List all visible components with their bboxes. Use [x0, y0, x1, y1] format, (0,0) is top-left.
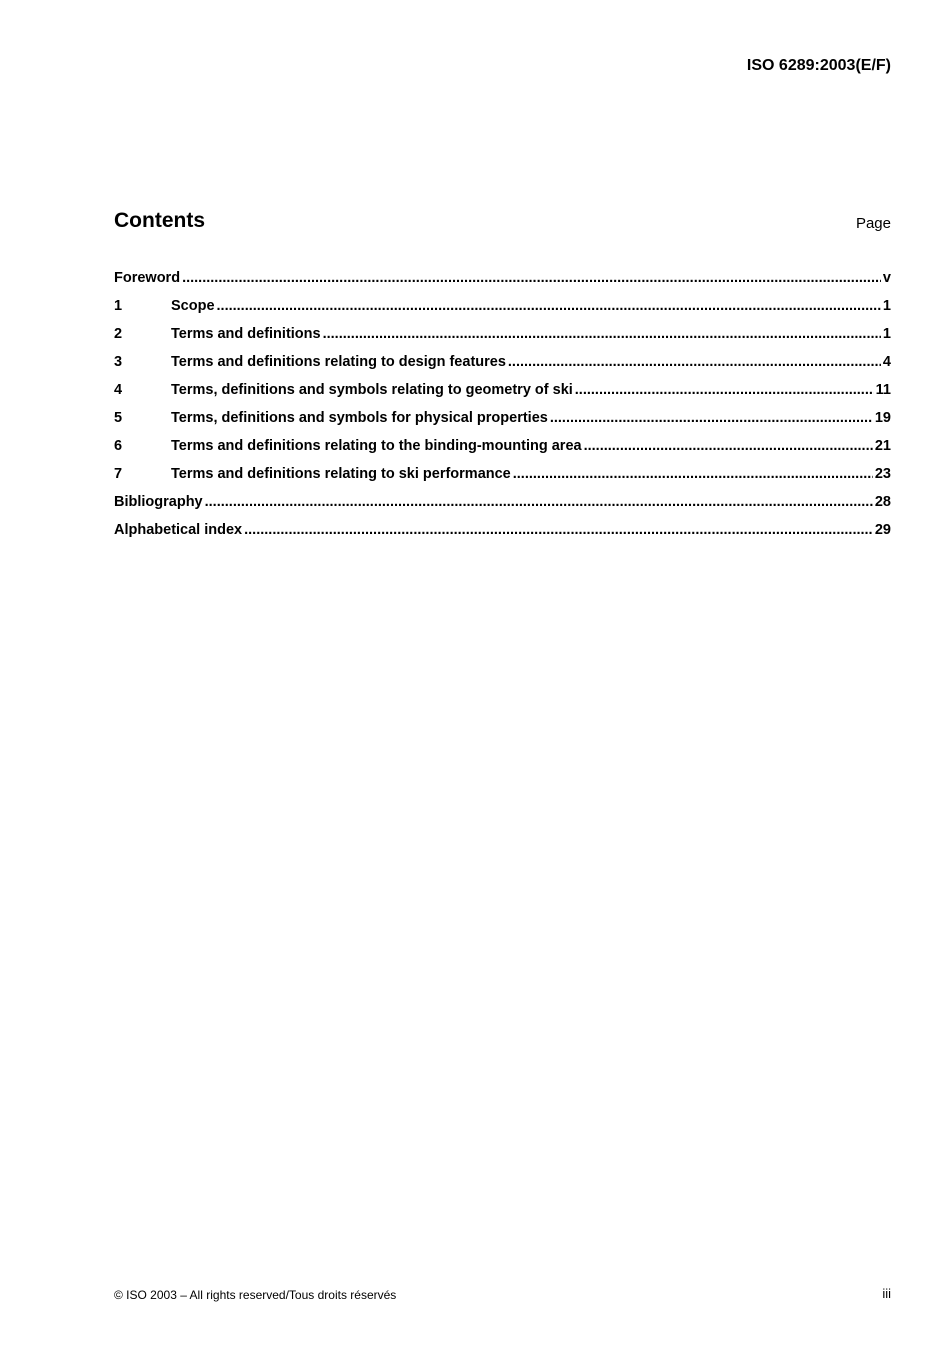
toc-entry-page: 21: [874, 438, 891, 454]
toc-dot-leader: [575, 380, 874, 400]
toc-entry-number: 2: [114, 326, 123, 342]
toc-dot-leader: [205, 492, 873, 512]
toc-dot-leader: [508, 352, 881, 372]
toc-entry-page: 11: [875, 382, 891, 398]
toc-entry-title: Bibliography: [114, 494, 203, 510]
toc-entry-title: Terms and definitions relating to ski performance: [171, 466, 511, 482]
toc-entry-title: Alphabetical index: [114, 522, 243, 538]
toc-entry-page: 19: [874, 410, 891, 426]
document-id: ISO 6289:2003(E/F): [746, 57, 891, 74]
toc-entry-title: Terms and definitions relating to design features: [171, 354, 506, 370]
toc-entry-title: Terms, definitions and symbols for physical properties: [171, 410, 548, 426]
toc-entry-number: 3: [114, 354, 123, 370]
toc-entry-title: Terms and definitions: [171, 326, 321, 342]
contents-title: Contents: [114, 209, 205, 232]
toc-dot-leader: [244, 520, 873, 540]
toc-entry-title: Terms and definitions relating to the binding-mounting area: [171, 438, 582, 454]
toc-entry-page: 4: [882, 354, 891, 370]
toc-entry-page: v: [882, 270, 891, 286]
toc-entry-ski-performance[interactable]: [114, 464, 891, 492]
toc-entry-number: 6: [114, 438, 123, 454]
toc-dot-leader: [217, 296, 881, 316]
toc-dot-leader: [584, 436, 873, 456]
toc-entry-design-features[interactable]: [114, 352, 891, 380]
toc-dot-leader: [323, 324, 881, 344]
toc-entry-physical-properties[interactable]: [114, 408, 891, 436]
toc-entry-binding-mounting-area[interactable]: [114, 436, 891, 464]
toc-entry-title: Scope: [171, 298, 215, 314]
toc-entry-page: 1: [882, 298, 891, 314]
toc-entry-number: 5: [114, 410, 123, 426]
toc-entry-geometry-of-ski[interactable]: [114, 380, 891, 408]
toc-entry-foreword[interactable]: [114, 268, 891, 296]
toc-entry-title: Terms, definitions and symbols relating to geometry of ski: [171, 382, 573, 398]
toc-entry-bibliography[interactable]: [114, 492, 891, 520]
toc-entry-terms-and-definitions[interactable]: [114, 324, 891, 352]
contents-heading: [114, 208, 891, 238]
toc-entry-title: Foreword: [114, 270, 181, 286]
toc-entry-number: 4: [114, 382, 123, 398]
toc-entry-page: 29: [874, 522, 891, 538]
table-of-contents: [114, 268, 891, 548]
page-column-label: Page: [855, 215, 891, 232]
toc-entry-page: 1: [882, 326, 891, 342]
footer-copyright: © ISO 2003 – All rights reserved/Tous droits réservés: [114, 1288, 397, 1302]
toc-entry-page: 23: [874, 466, 891, 482]
toc-dot-leader: [182, 268, 881, 288]
toc-entry-page: 28: [874, 494, 891, 510]
toc-entry-number: 1: [114, 298, 123, 314]
toc-dot-leader: [513, 464, 873, 484]
toc-dot-leader: [550, 408, 873, 428]
toc-entry-alphabetical-index[interactable]: [114, 520, 891, 548]
toc-entry-scope[interactable]: [114, 296, 891, 324]
toc-entry-number: 7: [114, 466, 123, 482]
footer-page-number: iii: [882, 1286, 891, 1301]
